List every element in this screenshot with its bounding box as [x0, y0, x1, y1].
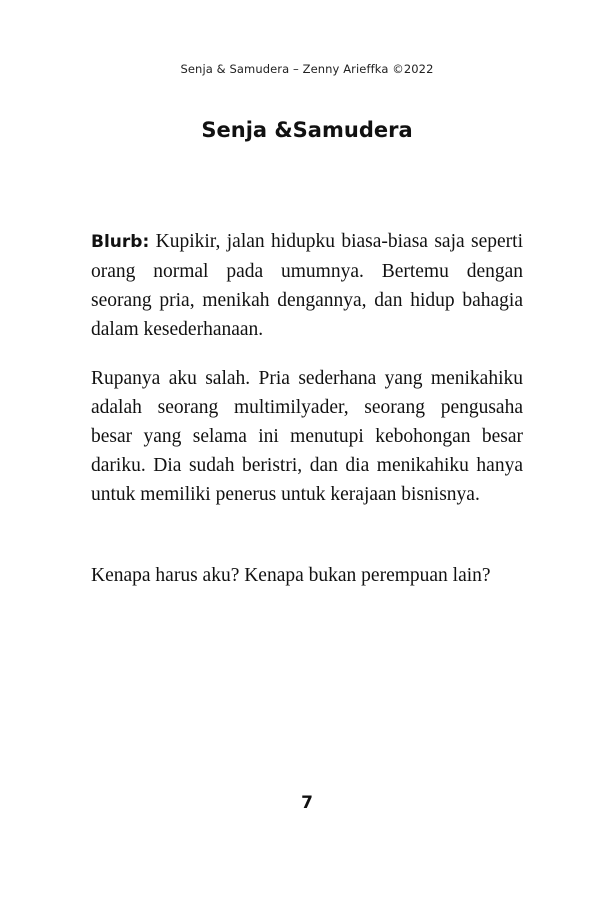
blurb-paragraph-3: Kenapa harus aku? Kenapa bukan perempuan lain?	[91, 565, 491, 586]
page-title: Senja &Samudera	[201, 118, 413, 142]
blurb-paragraph-2: Rupanya aku salah. Pria sederhana yang menikahiku adalah seorang multimilyader, seorang pengusaha besar yang selama ini menutupi kebohongan besar dariku. Dia sudah beristri, dan dia menikahiku hanya untuk memiliki penerus untuk kerajaan bisnisnya.	[91, 368, 523, 505]
blurb-paragraph-1	[91, 227, 523, 344]
running-header: Senja & Samudera – Zenny Arieffka ©2022	[180, 62, 434, 76]
blurb-paragraph-1-text: Kupikir, jalan hidupku biasa-biasa saja seperti orang normal pada umumnya. Bertemu dengan seorang pria, menikah dengannya, dan hidup bahagia dalam kesederhanaan.	[91, 231, 523, 340]
blurb-label: Blurb:	[91, 232, 150, 252]
page-number: 7	[301, 793, 313, 813]
